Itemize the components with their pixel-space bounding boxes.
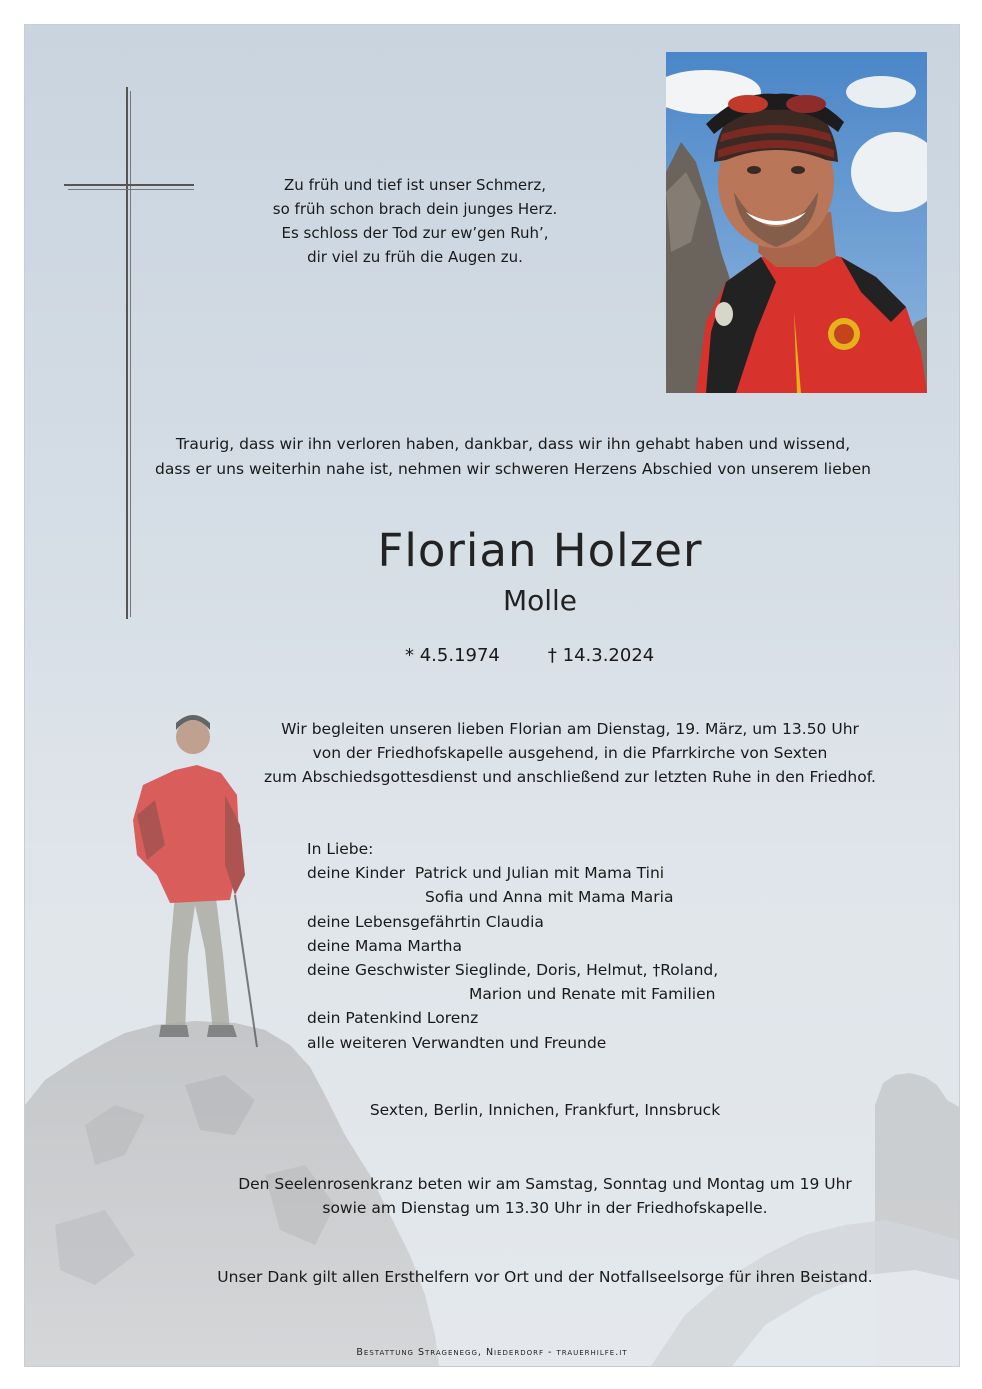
children-names: Patrick und Julian mit Mama Tini [414, 864, 665, 883]
poem-line: Es schloss der Tod zur ew’gen Ruh’, [281, 224, 549, 242]
funeral-line: zum Abschiedsgottesdienst und anschließend zur letzten Ruhe in den Friedhof. [264, 768, 876, 786]
intro-line: Traurig, dass wir ihn verloren haben, dankbar, dass wir ihn gehabt haben und wissend, [175, 435, 851, 453]
poem-line: so früh schon brach dein junges Herz. [272, 200, 558, 218]
deceased-name: Florian Holzer [377, 524, 703, 577]
funeral-home-footer: Bestattung Stragenegg, Niederdorf - trauerhilfe.it [356, 1347, 628, 1358]
mourners-children [307, 861, 718, 885]
mourners-others: alle weiteren Verwandten und Freunde [307, 1033, 607, 1052]
funeral-line: von der Friedhofskapelle ausgehend, in die Pfarrkirche von Sexten [312, 744, 828, 762]
funeral-info [205, 717, 935, 789]
memorial-poem [215, 173, 615, 269]
thanks-note: Unser Dank gilt allen Ersthelfern vor Ort und der Notfallseelsorge für ihren Beistand. [217, 1268, 873, 1286]
funeral-line: Wir begleiten unseren lieben Florian am Dienstag, 19. März, um 13.50 Uhr [281, 720, 859, 738]
mourners-heading: In Liebe: [307, 840, 374, 858]
poem-line: dir viel zu früh die Augen zu. [307, 248, 523, 266]
children-label: deine Kinder [307, 864, 406, 883]
mourners-partner: deine Lebensgefährtin Claudia [307, 912, 544, 931]
deceased-nickname: Molle [502, 584, 578, 617]
portrait-photo [666, 52, 927, 393]
poem-line: Zu früh und tief ist unser Schmerz, [284, 176, 546, 194]
mourners-list [307, 837, 718, 1055]
mourners-mother: deine Mama Martha [307, 936, 463, 955]
rosary-line: sowie am Dienstag um 13.30 Uhr in der Friedhofskapelle. [322, 1199, 768, 1217]
birth-date: * 4.5.1974 [405, 645, 500, 666]
intro-line: dass er uns weiterhin nahe ist, nehmen wir schweren Herzens Abschied von unserem lieben [155, 460, 871, 478]
mourners-godchild: dein Patenkind Lorenz [307, 1009, 479, 1028]
intro-text [85, 432, 941, 482]
death-date: † 14.3.2024 [547, 645, 655, 666]
places-line: Sexten, Berlin, Innichen, Frankfurt, Innsbruck [369, 1101, 721, 1119]
mourners-siblings-2: Marion und Renate mit Familien [469, 985, 716, 1004]
mourners-children-2: Sofia und Anna mit Mama Maria [425, 888, 674, 907]
rosary-line: Den Seelenrosenkranz beten wir am Samstag, Sonntag und Montag um 19 Uhr [238, 1175, 852, 1193]
mourners-siblings: deine Geschwister Sieglinde, Doris, Helmut, †Roland, [307, 960, 719, 979]
rosary-info [175, 1172, 915, 1220]
life-dates [405, 644, 654, 668]
obituary-page [24, 24, 960, 1367]
